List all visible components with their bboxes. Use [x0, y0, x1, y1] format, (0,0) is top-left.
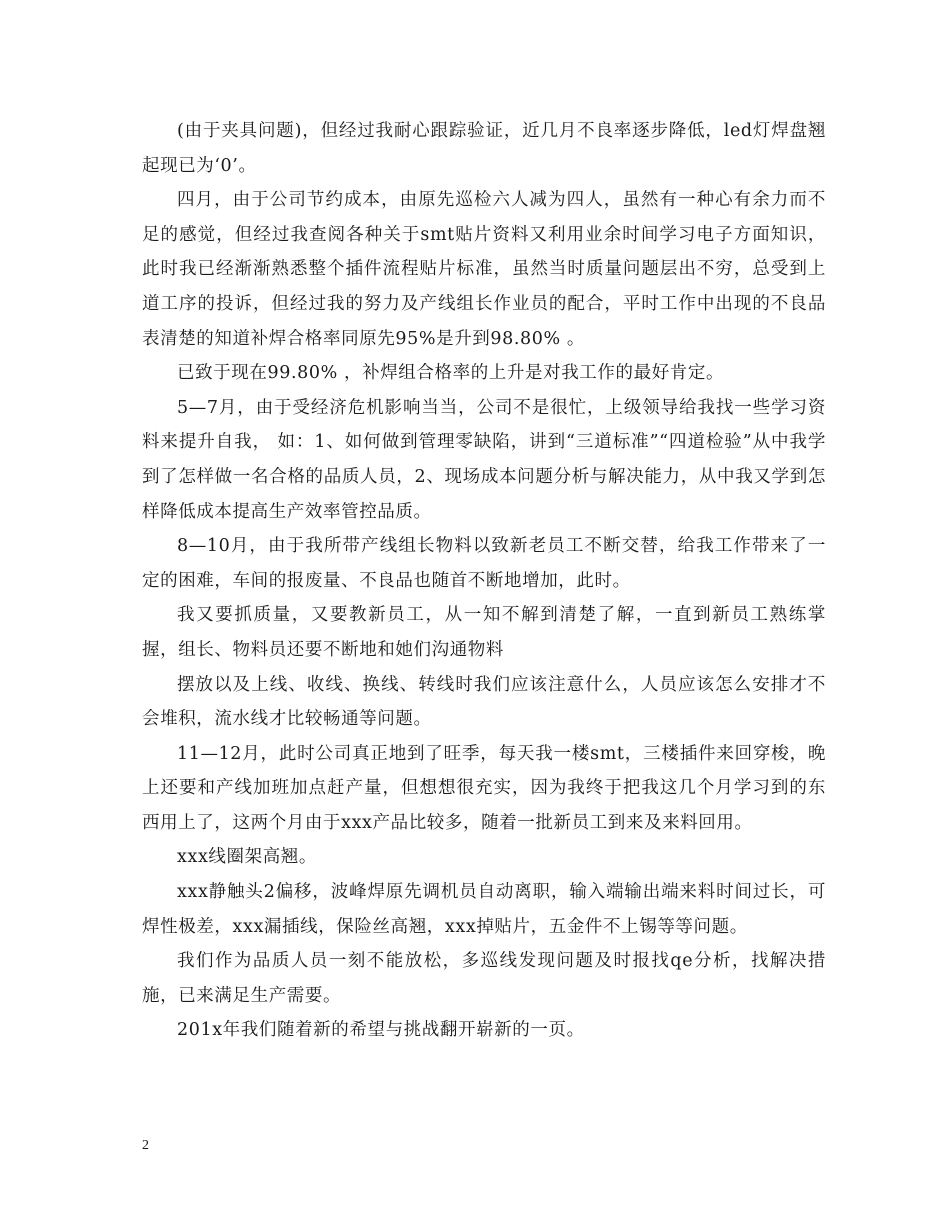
paragraph: 已致于现在99.80% ，补焊组合格率的上升是对我工作的最好肯定。 — [177, 363, 725, 384]
paragraph: 四月，由于公司节约成本，由原先巡检六人减为四人，虽然有一种心有余力而不足的感觉，但经过我查阅各种关于smt贴片资料又利用业余时间学习电子方面知识，此时我已经渐渐熟悉整个插件流程贴片标准，虽然当时质量问题层出不穷，总受到上道工序的投诉，但经过我的努力及产线组长作业员的配合，平时工作中出现的不良品表清楚的知道补焊合格率同原先95%是升到98.80% 。 — [142, 190, 826, 349]
paragraph: 我们作为品质人员一刻不能放松，多巡线发现问题及时报找qe分析，找解决措施，已来满足生产需要。 — [142, 951, 826, 1006]
paragraph: 摆放以及上线、收线、换线、转线时我们应该注意什么，人员应该怎么安排才不会堆积，流水线才比较畅通等问题。 — [142, 674, 826, 730]
document-body — [142, 114, 826, 1048]
page-number: 2 — [142, 1138, 149, 1153]
paragraph: 我又要抓质量，又要教新员工，从一知不解到清楚了解，一直到新员工熟练掌握，组长、物料员还要不断地和她们沟通物料 — [142, 605, 826, 660]
paragraph: 8—10月，由于我所带产线组长物料以致新老员工不断交替，给我工作带来了一定的困难，车间的报废量、不良品也随首不断地增加，此时。 — [142, 536, 826, 591]
paragraph: xxx线圈架高翘。 — [177, 847, 318, 868]
paragraph: 11—12月，此时公司真正地到了旺季，每天我一楼smt，三楼插件来回穿梭，晚上还要和产线加班加点赶产量，但想想很充实，因为我终于把我这几个月学习到的东西用上了，这两个月由于xxx产品比较多，随着一批新员工到来及来料回用。 — [142, 743, 826, 833]
paragraph: 201x年我们随着新的希望与挑战翻开崭新的一页。 — [177, 1020, 585, 1041]
paragraph: 5—7月，由于受经济危机影响当当，公司不是很忙，上级领导给我找一些学习资料来提升自我， 如：1、如何做到管理零缺陷，讲到“三道标准”“四道检验”从中我学到了怎样做一名合格的品质人员，2、现场成本问题分析与解决能力，从中我又学到怎样降低成本提高生产效率管控品质。 — [142, 397, 826, 522]
paragraph: (由于夹具问题)，但经过我耐心跟踪验证，近几月不良率逐步降低，led灯焊盘翘起现已为‘0’。 — [142, 121, 826, 176]
paragraph: xxx静触头2偏移，波峰焊原先调机员自动离职，输入端输出端来料时间过长，可焊性极差，xxx漏插线，保险丝高翘，xxx掉贴片，五金件不上锡等等问题。 — [142, 882, 826, 937]
